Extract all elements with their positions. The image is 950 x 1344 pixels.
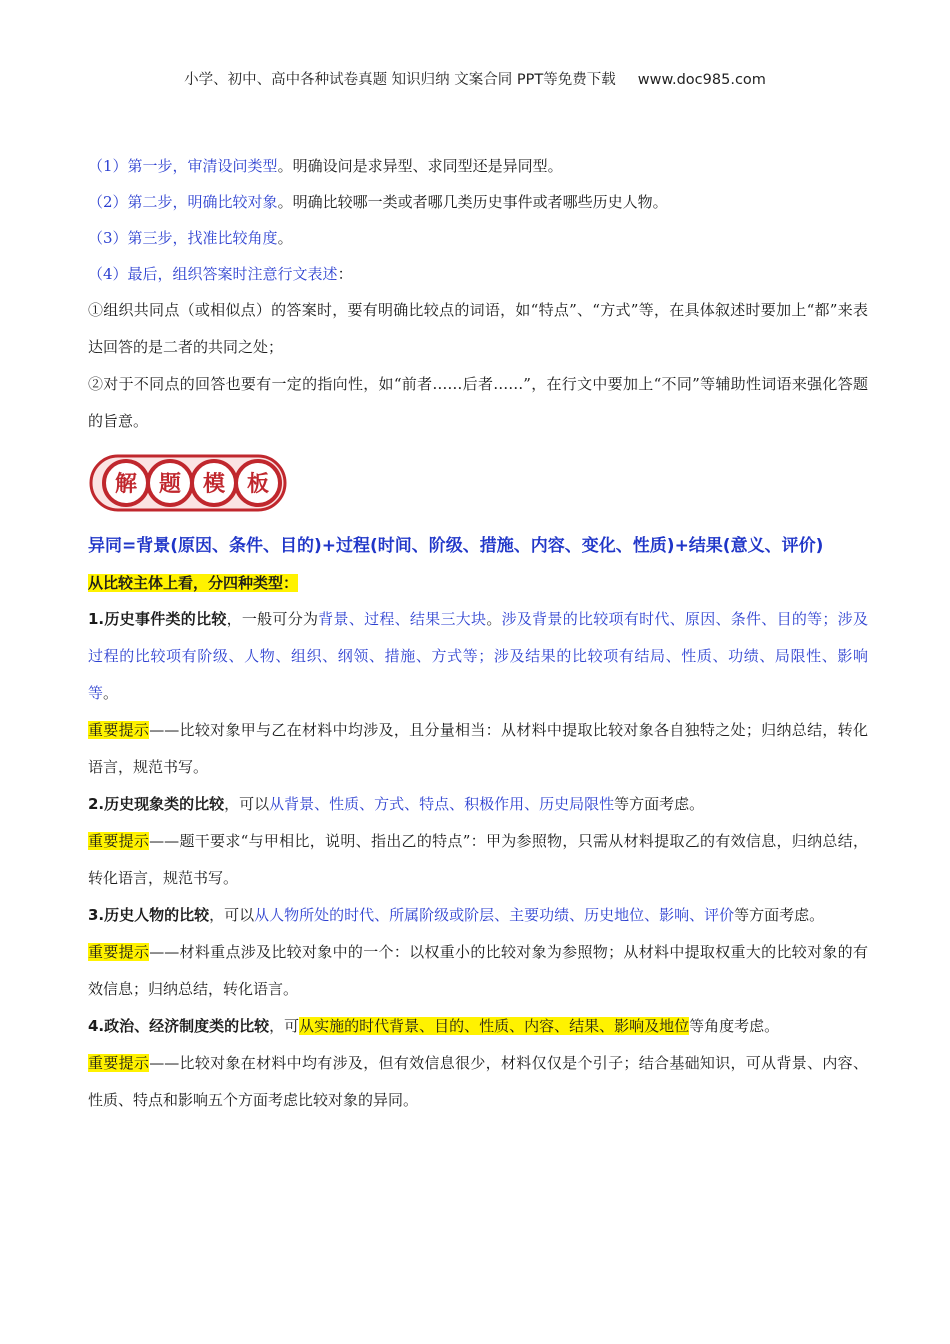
item-4: 4.政治、经济制度类的比较，可从实施的时代背景、目的、性质、内容、结果、影响及地位等角度考虑。 (88, 1017, 780, 1035)
header-text: 小学、初中、高中各种试卷真题 知识归纳 文案合同 PPT等免费下载 (184, 72, 616, 88)
badge-char-2: 题 (158, 472, 182, 497)
item-2: 2.历史现象类的比较，可以从背景、性质、方式、特点、积极作用、历史局限性等方面考虑。 (88, 795, 705, 813)
formula-heading: 异同=背景(原因、条件、目的)+过程(时间、阶级、措施、内容、变化、性质)+结果(意义、评价) (88, 536, 824, 556)
badge-graphic (88, 450, 288, 516)
item-3: 3.历史人物的比较，可以从人物所处的时代、所属阶级或阶层、主要功绩、历史地位、影响、评价等方面考虑。 (88, 906, 825, 924)
item-1-tip: 重要提示——比较对象甲与乙在材料中均涉及，且分量相当：从材料中提取比较对象各自独特之处；归纳总结，转化语言，规范书写。 (88, 721, 868, 776)
item-1: 1.历史事件类的比较，一般可分为背景、过程、结果三大块。涉及背景的比较项有时代、原因、条件、目的等；涉及过程的比较项有阶级、人物、组织、纲领、措施、方式等；涉及结果的比较项有结局、性质、功绩、局限性、影响等。 (88, 610, 868, 702)
step-2: （2）第二步，明确比较对象。明确比较哪一类或者哪几类历史事件或者哪些历史人物。 (88, 193, 668, 211)
page-header (0, 68, 950, 89)
note-2: ②对于不同点的回答也要有一定的指向性，如“前者……后者……”，在行文中要加上“不同”等辅助性词语来强化答题的旨意。 (88, 375, 868, 430)
step-1: （1）第一步，审清设问类型。明确设问是求异型、求同型还是异同型。 (88, 157, 563, 175)
header-site-link[interactable]: www.doc985.com (637, 72, 766, 88)
tip-label: 重要提示 (88, 943, 150, 961)
item-2-tip: 重要提示——题干要求“与甲相比，说明、指出乙的特点”：甲为参照物，只需从材料提取乙的有效信息，归纳总结，转化语言，规范书写。 (88, 832, 868, 887)
tip-label: 重要提示 (88, 1054, 150, 1072)
item-3-tip: 重要提示——材料重点涉及比较对象中的一个：以权重小的比较对象为参照物；从材料中提取权重大的比较对象的有效信息；归纳总结，转化语言。 (88, 943, 868, 998)
step-3: （3）第三步，找准比较角度。 (88, 229, 293, 247)
item-4-tip: 重要提示——比较对象在材料中均有涉及，但有效信息很少，材料仅仅是个引子；结合基础知识，可从背景、内容、性质、特点和影响五个方面考虑比较对象的异同。 (88, 1054, 868, 1109)
solution-template-badge (88, 450, 868, 516)
badge-char-1: 解 (114, 472, 138, 497)
tip-label: 重要提示 (88, 832, 150, 850)
subtitle: 从比较主体上看，分四种类型： (88, 574, 299, 592)
step-4: （4）最后，组织答案时注意行文表述： (88, 265, 353, 283)
tip-label: 重要提示 (88, 721, 150, 739)
document-body (88, 148, 868, 1119)
note-1: ①组织共同点（或相似点）的答案时，要有明确比较点的词语，如“特点”、“方式”等，在具体叙述时要加上“都”来表达回答的是二者的共同之处； (88, 301, 868, 356)
badge-char-4: 板 (246, 472, 270, 497)
badge-char-3: 模 (202, 472, 226, 497)
